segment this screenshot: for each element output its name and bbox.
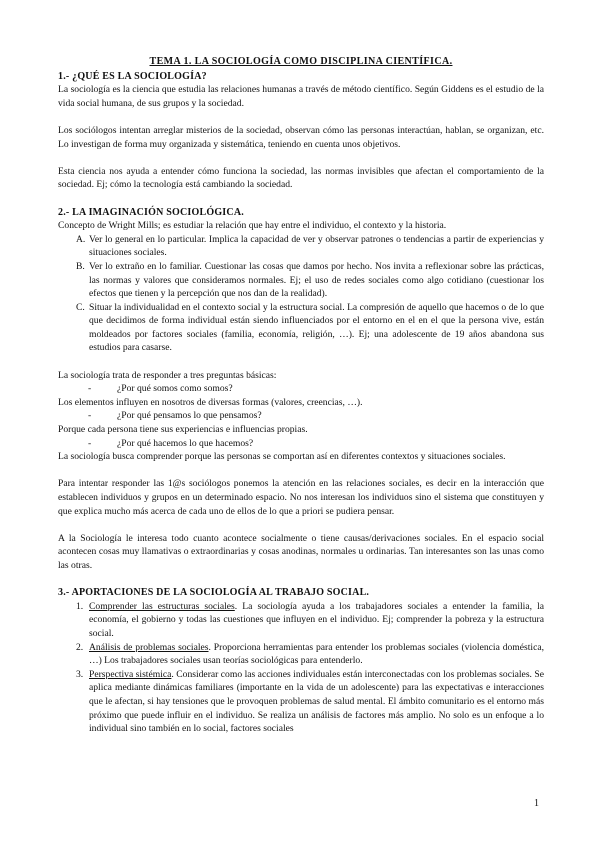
list-marker: C. [76, 301, 85, 313]
list-marker: 1. [76, 600, 84, 612]
list-marker: A. [76, 233, 86, 245]
dash-marker: - [88, 437, 92, 449]
paragraph: Concepto de Wright Mills; es estudiar la relación que hay entre el individuo, el contexto y la historia. [58, 220, 447, 232]
paragraph: Porque cada persona tiene sus experiencias e influencias propias. [58, 424, 308, 436]
lettered-list [58, 233, 544, 355]
question-text: ¿Por qué hacemos lo que hacemos? [117, 437, 254, 449]
paragraph: Los elementos influyen en nosotros de diversas formas (valores, creencias, …). [58, 396, 363, 408]
list-marker: 2. [76, 641, 84, 653]
paragraph: Esta ciencia nos ayuda a entender cómo funciona la sociedad, las normas invisibles que afectan el comportamiento de la sociedad. Ej; cómo la tecnología está cambiando la sociedad. [58, 165, 544, 191]
section-2-heading: 2.- LA IMAGINACIÓN SOCIOLÓGICA. [58, 206, 244, 218]
question-text: ¿Por qué pensamos lo que pensamos? [117, 410, 262, 422]
section-3-heading: 3.- APORTACIONES DE LA SOCIOLOGÍA AL TRABAJO SOCIAL. [58, 587, 370, 599]
paragraph: Los sociólogos intentan arreglar misterios de la sociedad, observan cómo las personas interactúan, hablan, se organizan, etc. Lo investigan de forma muy organizada y sistemática, teniendo en cuenta unos objetivos. [58, 124, 544, 150]
numbered-list [58, 600, 544, 736]
dash-marker: - [88, 410, 92, 422]
list-item-text: Ver lo extraño en lo familiar. Cuestionar las cosas que damos por hecho. Nos invita a reflexionar sobre las prácticas, las normas y valores que consideramos normales. Ej; el uso de redes sociales como algo cotidiano (cuestionar los efectos que tienen y la percepción que nos dan de la realidad). [89, 260, 544, 300]
question-item [58, 437, 544, 451]
list-item [58, 668, 544, 736]
list-item [58, 301, 544, 355]
paragraph: La sociología busca comprender porque las personas se comportan así en diferentes contextos y situaciones sociales. [58, 451, 506, 463]
dash-marker: - [88, 383, 92, 395]
list-item-text: Situar la individualidad en el contexto social y la estructura social. La compresión de aquello que hacemos o de lo que que decidimos de forma individual están siendo influenciados por el entorno en el en el que la persona vive, están moldeados por factores sociales (familia, economía, religión, …). Ej; una adolescente de 19 años abandona sus estudios para casarse. [89, 301, 544, 354]
list-item [58, 641, 544, 668]
list-item-text: . Considerar como las acciones individuales están interconectadas con los problemas sociales. Se aplica mediante dinámicas familiares (importante en la vida de un adolescente) para las expectativas e interacciones que le afectan, si hay tensiones que le provoquen problemas de salud mental. El ámbito comunitario es el entorno más próximo que puede influir en el individuo. Se realiza un análisis de factores más amplio. No solo es un enfoque a lo individual sino también en lo social, factores sociales [89, 668, 544, 735]
document-body [58, 55, 544, 736]
paragraph: Para intentar responder las 1@s sociólogos ponemos la atención en las relaciones sociales, es decir en la interacción que establecen individuos y grupos en un determinado espacio. No nos interesan los individuos sino el sistema que constituyen y que explica mucho más acerca de cada uno de ellos de lo que a priori se pudiera pensar. [58, 478, 544, 517]
paragraph: La sociología trata de responder a tres preguntas básicas: [58, 369, 277, 381]
list-item [58, 233, 544, 260]
list-item-term: Comprender las estructuras sociales [89, 600, 235, 612]
list-item [58, 600, 544, 641]
question-item [58, 382, 544, 396]
section-1-heading: 1.- ¿QUÉ ES LA SOCIOLOGÍA? [58, 70, 207, 82]
question-item [58, 409, 544, 423]
list-item-text: . La sociología ayuda a los trabajadores sociales a entender la familia, la economía, el gobierno y todas las cuestiones que influyen en el individuo. Ej; comprender la pobreza y la estructura social. [89, 600, 544, 639]
question-text: ¿Por qué somos como somos? [117, 383, 233, 395]
list-item-term: Análisis de problemas sociales [89, 641, 209, 653]
list-marker: 3. [76, 668, 84, 680]
list-item-term: Perspectiva sistémica [89, 668, 172, 680]
list-item-text: . Proporciona herramientas para entender los problemas sociales (violencia doméstica, …) Los trabajadores sociales usan teorías sociológicas para entenderlo. [89, 641, 545, 667]
list-item-text: Ver lo general en lo particular. Implica la capacidad de ver y observar patrones o tendencias a partir de experiencias y situaciones sociales. [89, 233, 544, 259]
paragraph: La sociología es la ciencia que estudia las relaciones humanas a través de método científico. Según Giddens es el estudio de la vida social humana, de sus grupos y la sociedad. [58, 84, 544, 109]
list-item [58, 260, 544, 301]
page-number: 1 [534, 798, 539, 809]
document-title: TEMA 1. LA SOCIOLOGÍA COMO DISCIPLINA CIENTÍFICA. [149, 56, 453, 67]
paragraph: A la Sociología le interesa todo cuanto acontece socialmente o tiene causas/derivaciones sociales. En el espacio social acontecen cosas muy llamativas o extraordinarias y cosas anodinas, normales u ordinarias. Tan interesantes son las unas como las otras. [58, 532, 544, 571]
list-marker: B. [76, 260, 85, 272]
